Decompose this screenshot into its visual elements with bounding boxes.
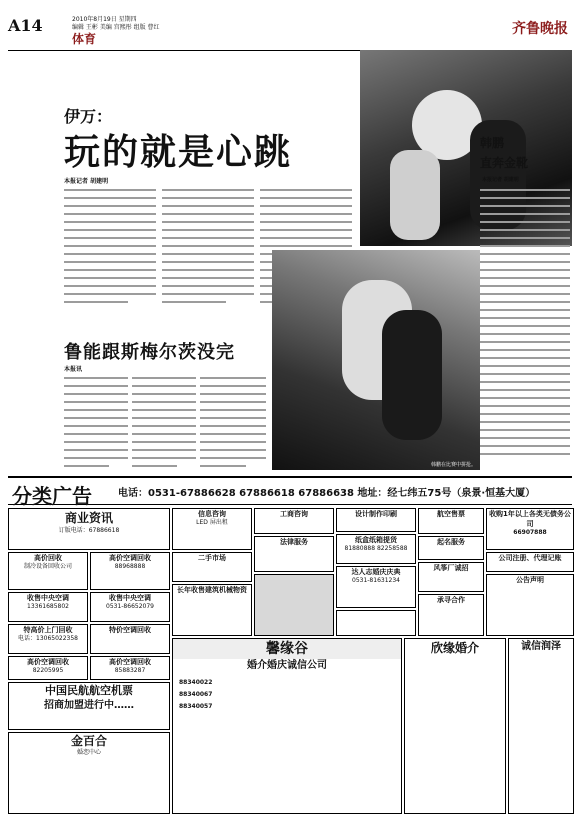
ad-title: 风筝厂诚招 bbox=[433, 564, 469, 572]
ad-block bbox=[418, 536, 484, 560]
phone-number: 88340067 bbox=[179, 691, 213, 698]
ad-text: 85883287 bbox=[114, 667, 146, 674]
ad-text: LED 屏出租 bbox=[196, 519, 228, 526]
ad-golden-lily bbox=[8, 732, 170, 814]
page-header bbox=[8, 14, 572, 51]
ad-block bbox=[8, 656, 88, 680]
ad-block bbox=[90, 552, 170, 590]
ad-block bbox=[418, 594, 484, 636]
ad-block bbox=[254, 508, 334, 534]
ad-block bbox=[90, 624, 170, 654]
ad-title: 工商咨询 bbox=[280, 510, 308, 518]
ad-block bbox=[8, 592, 88, 622]
ad-block bbox=[254, 536, 334, 572]
article2-column-3 bbox=[200, 374, 266, 470]
ad-airline bbox=[8, 682, 170, 730]
ad-title: 起名服务 bbox=[437, 538, 465, 546]
ad-title: 长年收售建筑机械物资 bbox=[177, 586, 247, 594]
classifieds-contact: 电话：0531-67886628 67886618 67886638 地址：经七纬五75号（泉景·恒基大厦） bbox=[118, 488, 536, 499]
article2-headline: 鲁能跟斯梅尔茨没完 bbox=[64, 342, 235, 363]
issue-date: 2010年8月19日 星期四 bbox=[72, 16, 137, 23]
ad-title: 收售中央空调 bbox=[27, 594, 69, 602]
ad-block bbox=[418, 562, 484, 592]
ad-text: 婚介婚庆诚信公司 bbox=[247, 660, 327, 671]
sidebar-column bbox=[480, 186, 570, 458]
ad-title: 高价回收 bbox=[34, 554, 62, 562]
ad-title: 信息咨询 bbox=[198, 510, 226, 518]
ad-block bbox=[172, 508, 252, 550]
ad-title: 航空售票 bbox=[437, 510, 465, 518]
ad-block bbox=[336, 566, 416, 608]
ad-matchmaking bbox=[172, 638, 402, 814]
ad-block bbox=[254, 574, 334, 636]
ad-text: 制冷设备回收公司 bbox=[23, 563, 72, 570]
ad-text: 13361685802 bbox=[27, 603, 69, 610]
ad-chengxin bbox=[508, 638, 574, 814]
phone-number: 88340022 bbox=[179, 679, 213, 686]
ad-text: 招商加盟进行中…… bbox=[44, 700, 134, 711]
classifieds-title: 分类广告 bbox=[12, 484, 92, 508]
editors-line: 编辑 王彬 美编 宫熙彤 组版 曹红 bbox=[72, 24, 160, 31]
ad-title: 承寻合作 bbox=[437, 596, 465, 604]
ad-text: 88968888 bbox=[114, 563, 146, 570]
article2-byline: 本报讯 bbox=[64, 366, 83, 373]
photo-han-peng bbox=[272, 250, 480, 470]
ad-title: 欣缘婚介 bbox=[430, 641, 479, 655]
ad-block bbox=[486, 508, 574, 550]
phone-number: 88340057 bbox=[179, 703, 213, 710]
ad-commerce-info bbox=[8, 508, 170, 550]
ad-title: 二手市场 bbox=[198, 554, 226, 562]
ad-text: 0531-86652079 bbox=[106, 603, 154, 610]
ad-title: 中国民航航空机票 bbox=[45, 684, 133, 697]
ad-title: 达人志婚庆庆典 bbox=[351, 568, 401, 576]
article-byline: 本报记者 胡建明 bbox=[64, 178, 109, 185]
page-number: A14 bbox=[8, 16, 43, 35]
ad-block bbox=[172, 584, 252, 636]
ad-block bbox=[90, 656, 170, 680]
ad-title: 设计制作印刷 bbox=[355, 510, 397, 518]
newspaper-logo: 齐鲁晚报 bbox=[512, 21, 568, 37]
ad-title: 收售中央空调 bbox=[109, 594, 151, 602]
ad-title: 馨缘谷 bbox=[173, 639, 401, 659]
ad-block bbox=[486, 552, 574, 572]
classifieds-banner bbox=[8, 476, 572, 508]
ad-title: 诚信润泽 bbox=[521, 641, 561, 652]
ad-block bbox=[486, 574, 574, 636]
ad-title: 高价空调回收 bbox=[27, 658, 69, 666]
photo-caption: 韩鹏在比赛中拼抢。 bbox=[430, 462, 476, 468]
ad-title: 金百合 bbox=[70, 734, 107, 748]
ad-block bbox=[336, 534, 416, 564]
article-kicker: 伊万： bbox=[64, 107, 113, 126]
ad-title: 公司注册、代理记账 bbox=[498, 554, 562, 562]
ad-text: 0531-81631234 bbox=[352, 577, 400, 584]
article2-column-1 bbox=[64, 374, 128, 470]
ad-text: 电话：13065022358 bbox=[18, 635, 78, 642]
ad-title: 特高价上门回收 bbox=[23, 626, 73, 634]
article2-column-2 bbox=[132, 374, 196, 470]
ad-text: 82205995 bbox=[32, 667, 64, 674]
ad-block bbox=[8, 624, 88, 654]
ad-xinyuan bbox=[404, 638, 506, 814]
article-headline: 玩的就是心跳 bbox=[64, 132, 293, 173]
section-title: 体育 bbox=[72, 32, 97, 46]
article1-column-2 bbox=[162, 186, 254, 306]
ad-block bbox=[418, 508, 484, 534]
sidebar-byline: 本报记者 胡建明 bbox=[482, 177, 519, 183]
ad-block bbox=[90, 592, 170, 622]
ad-title: 纸盒纸箱提货 bbox=[355, 536, 397, 544]
ad-title: 商业资讯 bbox=[64, 511, 113, 525]
ad-phone: 订版电话：67886618 bbox=[58, 527, 120, 534]
ad-block bbox=[8, 552, 88, 590]
ad-title: 特价空调回收 bbox=[109, 626, 151, 634]
ad-title: 公告声明 bbox=[516, 576, 544, 584]
ad-phone: 66907888 bbox=[513, 529, 547, 536]
ad-text: 81880888 82258588 bbox=[344, 545, 408, 552]
ad-title: 高价空调回收 bbox=[109, 554, 151, 562]
sidebar-headline-1: 韩鹏 bbox=[480, 136, 505, 150]
ad-block bbox=[336, 610, 416, 636]
article1-column-1 bbox=[64, 186, 156, 306]
ad-text: 婚恋中心 bbox=[76, 749, 101, 756]
ad-block bbox=[172, 552, 252, 582]
ad-title: 法律服务 bbox=[280, 538, 308, 546]
ad-title: 高价空调回收 bbox=[109, 658, 151, 666]
sidebar-headline-2: 直奔金靴 bbox=[480, 156, 529, 170]
ad-title: 收购1年以上各类无债务公司 bbox=[489, 510, 571, 528]
ad-block bbox=[336, 508, 416, 532]
